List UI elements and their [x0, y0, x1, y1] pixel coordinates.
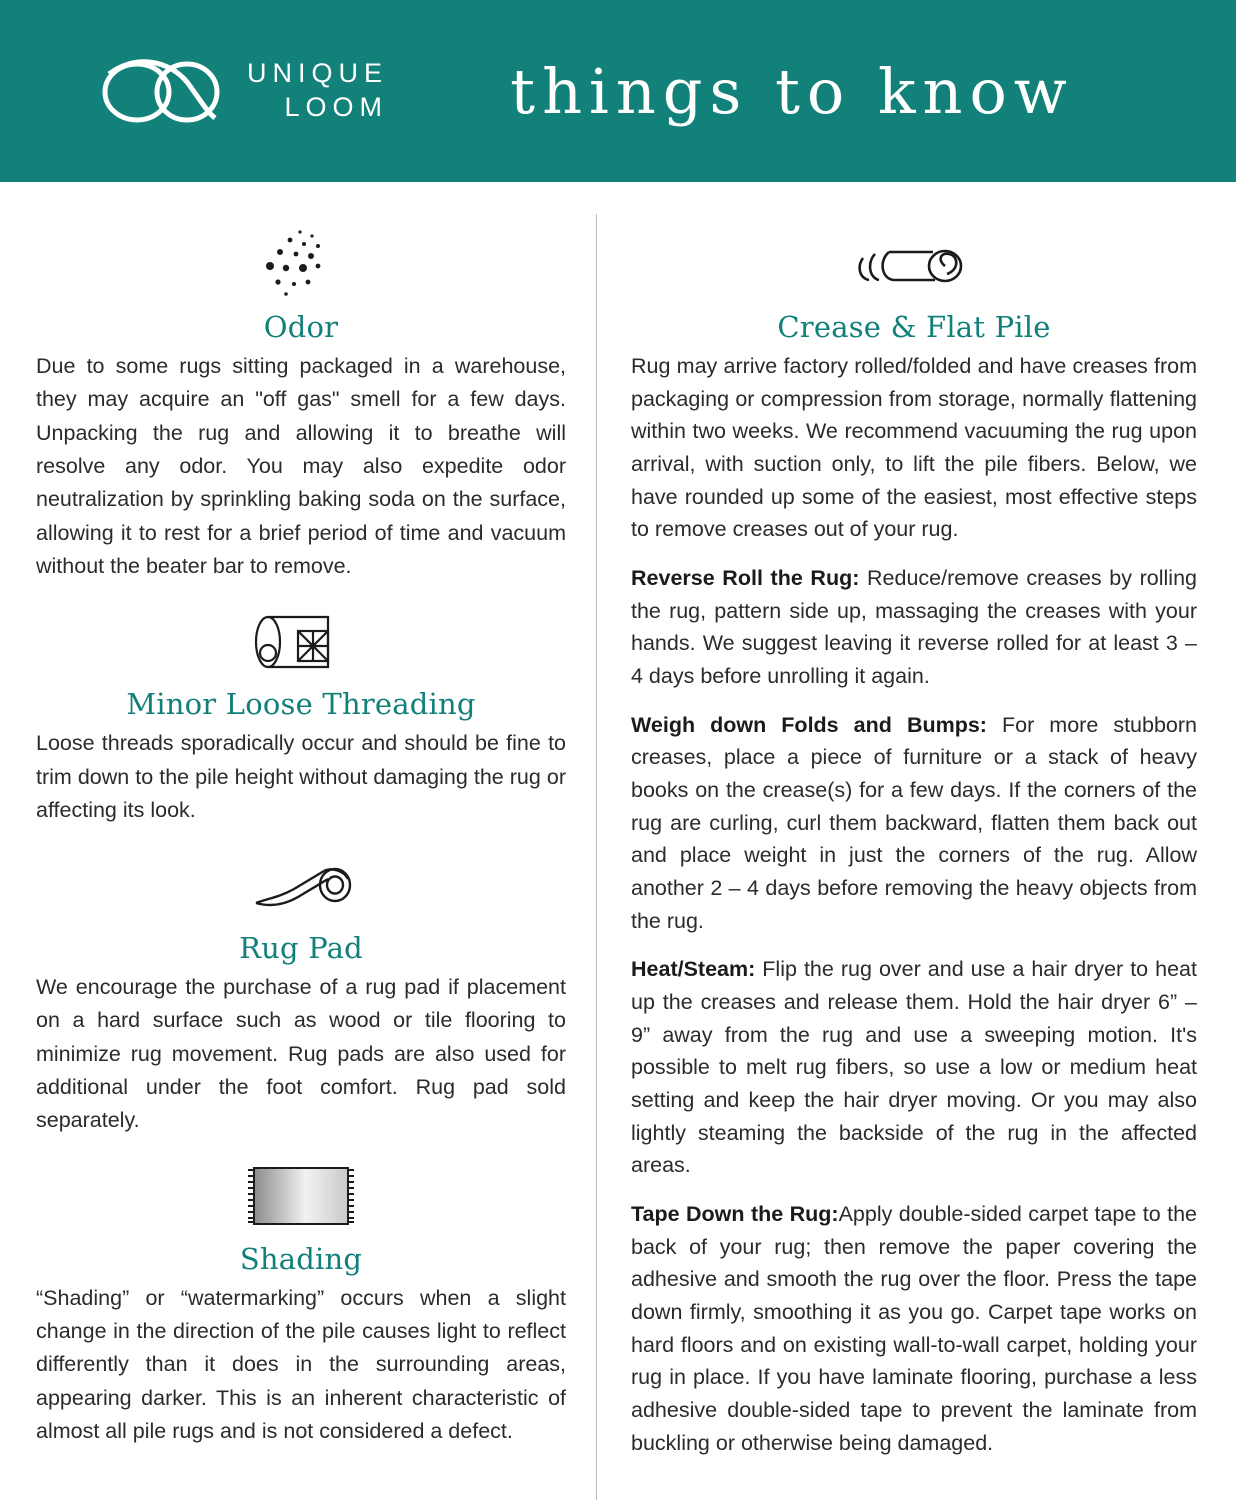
tip-lead-heat-steam: Heat/Steam: — [631, 957, 756, 982]
tip-lead-weigh-down: Weigh down Folds and Bumps: — [631, 712, 987, 737]
page-header — [0, 0, 1236, 182]
left-column — [36, 200, 596, 1500]
section-text-loose-threading: Loose threads sporadically occur and should be fine to trim down to the pile height without damaging the rug or affecting its look. — [36, 731, 566, 822]
section-loose-threading — [36, 585, 566, 827]
section-text-odor: Due to some rugs sitting packaged in a warehouse, they may acquire an "off gas" smell for a few days. Unpacking the rug and allowing it to breathe will resolve any odor. You may also expedite odor neutralization by sprinkling baking soda on the surface, allowing it to rest for a brief period of time and vacuum without the beater bar to remove. — [36, 354, 566, 578]
section-text-rug-pad: We encourage the purchase of a rug pad if placement on a hard surface such as wood or tile flooring to minimize rug movement. Rug pads are also used for additional under the foot comfort. Rug pad sold separately. — [36, 975, 566, 1133]
section-odor — [36, 208, 566, 583]
section-title-shading: Shading — [239, 1241, 363, 1276]
section-shading — [36, 1140, 566, 1449]
tip-lead-tape-down: Tape Down the Rug: — [631, 1202, 839, 1227]
section-title-odor: Odor — [263, 310, 339, 344]
tip-body-weigh-down: For more stubborn creases, place a piece of furniture or a stack of heavy books on the crease(s) for a few days. If the corners of the rug are curling, curl them backward, flatten them back out and place weight in just the corners of the rug. Allow another 2 – 4 days before removing the heavy objects from the rug. — [631, 712, 1197, 933]
rolled-rug-pattern-icon — [36, 585, 566, 681]
shaded-rug-icon — [36, 1140, 566, 1236]
crease-intro-text: Rug may arrive factory rolled/folded and have creases from packaging or compression from storage, normally flattening within two weeks. We recommend vacuuming the rug upon arrival, with suction only, to lift the pile fibers. Below, we have rounded up some of the easiest, most effective steps to remove creases out of your rug. — [631, 354, 1197, 542]
infinity-loom-logo-icon — [95, 52, 235, 130]
tip-weigh-down — [631, 709, 1197, 938]
right-column — [597, 200, 1197, 1500]
tip-body-heat-steam: Flip the rug over and use a hair dryer to heat up the creases and release them. Hold the hair dryer 6” – 9” away from the rug and use a sweeping motion. It's possible to melt rug fibers, so use a low or medium heat setting and keep the hair dryer moving. Or you may also lightly steaming the backside of the rug in the affected areas. — [631, 957, 1197, 1178]
tip-lead-reverse-roll: Reverse Roll the Rug: — [631, 566, 860, 591]
section-title-crease: Crease & Flat Pile — [777, 310, 1051, 344]
section-rug-pad — [36, 829, 566, 1138]
brand-wordmark — [247, 57, 388, 125]
odor-dots-icon — [36, 208, 566, 304]
tip-body-reverse-roll: Reduce/remove creases by rolling the rug, pattern side up, massaging the creases with your hands. We suggest leaving it reverse rolled for at least 3 – 4 days before unrolling it again. — [631, 566, 1197, 689]
brand-line-1: UNIQUE — [247, 58, 389, 89]
tip-tape-down — [631, 1198, 1197, 1459]
section-title-loose-threading: Minor Loose Threading — [126, 687, 476, 722]
brand-logo — [95, 52, 388, 130]
brand-line-2: LOOM — [284, 92, 389, 122]
tip-body-tape-down: Apply double-sided carpet tape to the back of your rug; then remove the paper covering the adhesive and smooth the rug over the floor. Press the tape down firmly, smoothing it as you go. Carpet tape works on hard floors and on existing wall-to-wall carpet, holding your rug in place. If you have laminate flooring, purchase a less adhesive double-sided tape to prevent the laminate from buckling or otherwise being damaged. — [631, 1202, 1197, 1455]
section-text-shading: “Shading” or “watermarking” occurs when a slight change in the direction of the pile causes light to reflect differently than it does in the surrounding areas, appearing darker. This is an inherent characteristic of almost all pile rugs and is not considered a defect. — [36, 1285, 566, 1443]
section-title-rug-pad: Rug Pad — [239, 931, 363, 966]
document-body — [0, 182, 1236, 1500]
rolled-rug-coil-icon — [631, 208, 1197, 304]
page-title: things to know — [510, 54, 1074, 128]
tip-reverse-roll — [631, 562, 1197, 693]
rug-pad-roll-icon — [36, 829, 566, 925]
tip-heat-steam — [631, 953, 1197, 1182]
